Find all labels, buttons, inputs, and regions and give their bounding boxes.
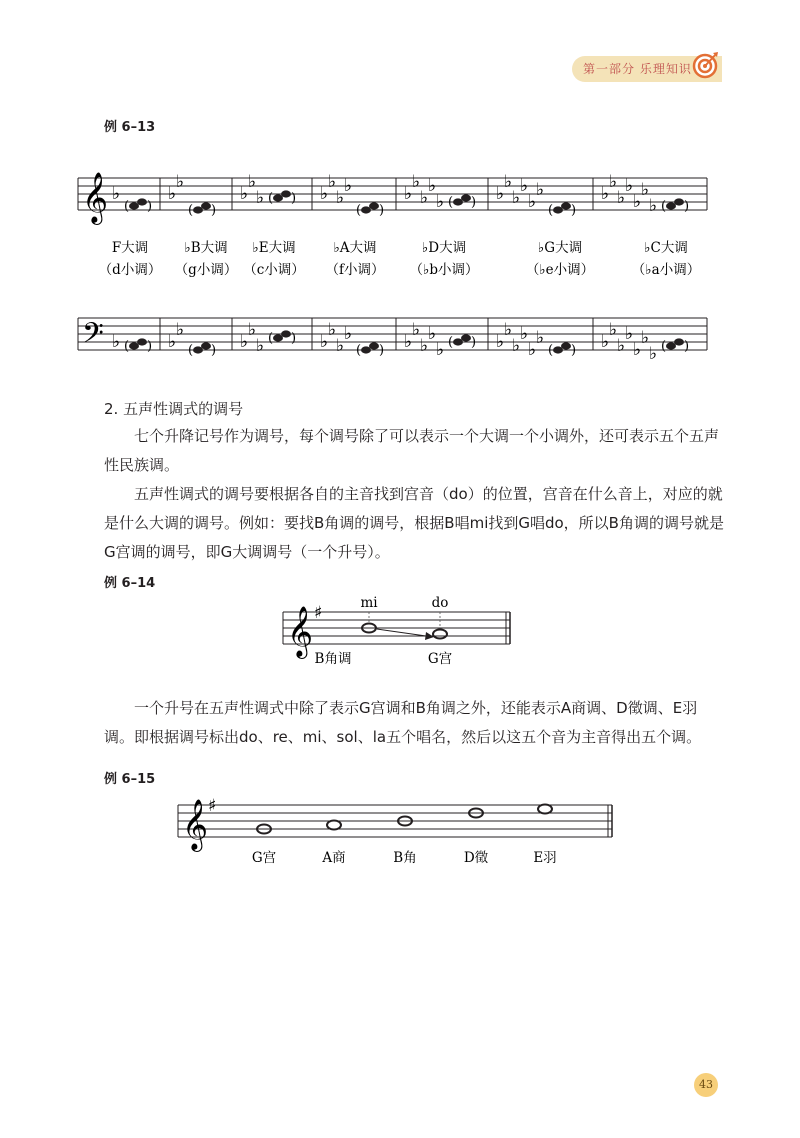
key-major-caption: ♭A大调	[333, 240, 377, 256]
flat-icon: ♭	[336, 336, 345, 356]
flat-icon: ♭	[617, 188, 626, 208]
flat-icon: ♭	[512, 188, 521, 208]
flat-icon: ♭	[504, 320, 513, 340]
paragraph-3: 一个升号在五声性调式中除了表示G宫调和B角调之外，还能表示A商调、D徵调、E羽调。即根据调号标出do、re、mi、sol、la五个唱名，然后以这五个音为主音得出五个调。	[104, 699, 702, 746]
flat-icon: ♭	[428, 176, 437, 196]
treble-clef-icon: 𝄞	[287, 606, 314, 657]
flat-icon: ♭	[240, 332, 249, 352]
flat-icon: ♭	[609, 320, 618, 340]
example-14-label: 例 6–14	[104, 576, 156, 591]
key-minor-caption: （♭e小调）	[525, 262, 595, 278]
paren-icon: )	[571, 343, 577, 358]
flat-icon: ♭	[336, 188, 345, 208]
flat-icon: ♭	[625, 176, 634, 196]
mode-caption: D徵	[463, 850, 489, 866]
flat-icon: ♭	[344, 176, 353, 196]
paren-icon: (	[356, 203, 362, 218]
flat-icon: ♭	[344, 324, 353, 344]
flat-icon: ♭	[601, 332, 610, 352]
mode-note	[327, 821, 341, 830]
syllable-mi: mi	[360, 595, 378, 611]
flat-icon: ♭	[320, 184, 329, 204]
key-major-caption: ♭C大调	[644, 240, 688, 256]
mode-note	[538, 805, 552, 814]
flat-icon: ♭	[168, 184, 177, 204]
flat-icon: ♭	[528, 340, 537, 360]
paren-icon: )	[684, 199, 690, 214]
paren-icon: (	[548, 343, 554, 358]
flat-icon: ♭	[520, 176, 529, 196]
flat-icon: ♭	[420, 336, 429, 356]
flat-icon: ♭	[176, 320, 185, 340]
flat-icon: ♭	[248, 172, 257, 192]
paren-icon: )	[147, 199, 153, 214]
paren-icon: (	[268, 331, 274, 346]
bass-clef-icon: 𝄢	[82, 317, 104, 357]
flat-icon: ♭	[641, 180, 650, 200]
flat-icon: ♭	[633, 192, 642, 212]
flat-icon: ♭	[428, 324, 437, 344]
section-title: 2. 五声性调式的调号	[104, 400, 244, 418]
flat-icon: ♭	[649, 196, 658, 216]
mode-caption: B角	[393, 850, 417, 866]
flat-icon: ♭	[328, 172, 337, 192]
staff-lines	[178, 805, 612, 837]
paren-icon: )	[147, 339, 153, 354]
flat-icon: ♭	[528, 192, 537, 212]
key-minor-caption: （g小调）	[174, 262, 238, 278]
key-major-caption: F大调	[111, 240, 149, 256]
flat-icon: ♭	[536, 180, 545, 200]
key-major-caption: ♭D大调	[421, 240, 467, 256]
key-minor-caption: （♭b小调）	[409, 262, 479, 278]
paren-icon: (	[188, 203, 194, 218]
caption-g-gong: G宫	[427, 651, 453, 667]
flat-icon: ♭	[617, 336, 626, 356]
paren-icon: )	[471, 335, 477, 350]
flat-icon: ♭	[112, 184, 121, 204]
flat-icon: ♭	[412, 320, 421, 340]
paren-icon: (	[448, 195, 454, 210]
key-minor-caption: （♭a小调）	[631, 262, 701, 278]
flat-icon: ♭	[520, 324, 529, 344]
paren-icon: (	[124, 199, 130, 214]
mode-caption: G宫	[251, 850, 277, 866]
key-major-caption: ♭E大调	[252, 240, 296, 256]
flat-icon: ♭	[609, 172, 618, 192]
treble-clef-icon: 𝄞	[82, 172, 109, 223]
flat-icon: ♭	[404, 184, 413, 204]
mode-notes	[252, 805, 557, 867]
caption-b-mode: B角调	[314, 651, 352, 667]
flat-icon: ♭	[625, 324, 634, 344]
flat-icon: ♭	[404, 332, 413, 352]
mode-caption: A商	[322, 850, 346, 866]
paragraph-2: 五声性调式的调号要根据各自的主音找到宫音（do）的位置，宫音在什么音上，对应的就是什么大调的调号。例如：要找B角调的调号，根据B唱mi找到G唱do，所以B角调的调号就是G宫调的调号，即G大调调号（一个升号）。	[104, 485, 724, 561]
paren-icon: )	[571, 203, 577, 218]
flat-icon: ♭	[412, 172, 421, 192]
flat-icon: ♭	[320, 332, 329, 352]
flat-icon: ♭	[240, 184, 249, 204]
flat-icon: ♭	[328, 320, 337, 340]
paren-icon: )	[471, 195, 477, 210]
key-minor-caption: （c小调）	[243, 262, 305, 278]
paragraph-1: 七个升降记号作为调号，每个调号除了可以表示一个大调一个小调外，还可表示五个五声性民族调。	[104, 427, 720, 474]
paren-icon: )	[211, 203, 217, 218]
flat-icon: ♭	[248, 320, 257, 340]
key-minor-caption: （d小调）	[98, 262, 162, 278]
flat-icon: ♭	[504, 172, 513, 192]
treble-clef-icon: 𝄞	[182, 799, 209, 850]
paren-icon: (	[188, 343, 194, 358]
flat-icon: ♭	[420, 188, 429, 208]
flat-icon: ♭	[112, 332, 121, 352]
paren-icon: )	[291, 331, 297, 346]
flat-icon: ♭	[436, 192, 445, 212]
flat-icon: ♭	[512, 336, 521, 356]
paren-icon: (	[661, 199, 667, 214]
section-label: 第一部分 乐理知识	[583, 62, 692, 76]
paren-icon: (	[268, 191, 274, 206]
flat-icon: ♭	[641, 328, 650, 348]
key-minor-caption: （f小调）	[325, 262, 385, 278]
key-major-caption: ♭B大调	[184, 240, 228, 256]
mode-caption: E羽	[533, 850, 557, 866]
paren-icon: (	[356, 343, 362, 358]
paren-icon: )	[211, 343, 217, 358]
paren-icon: )	[291, 191, 297, 206]
paren-icon: (	[661, 339, 667, 354]
flat-icon: ♭	[649, 344, 658, 364]
example-15-label: 例 6–15	[104, 772, 156, 787]
paren-icon: (	[448, 335, 454, 350]
sharp-icon: ♯	[208, 796, 217, 816]
paren-icon: (	[124, 339, 130, 354]
syllable-do: do	[431, 595, 449, 611]
paren-icon: )	[379, 343, 385, 358]
flat-icon: ♭	[633, 340, 642, 360]
paren-icon: (	[548, 203, 554, 218]
flat-icon: ♭	[256, 188, 265, 208]
flat-icon: ♭	[536, 328, 545, 348]
flat-icon: ♭	[601, 184, 610, 204]
page-number: 43	[694, 1073, 718, 1097]
paren-icon: )	[684, 339, 690, 354]
flat-icon: ♭	[496, 332, 505, 352]
paren-icon: )	[379, 203, 385, 218]
flat-icon: ♭	[496, 184, 505, 204]
flat-icon: ♭	[256, 336, 265, 356]
example-13-label: 例 6–13	[104, 120, 156, 135]
sharp-icon: ♯	[314, 603, 323, 623]
flat-icon: ♭	[436, 340, 445, 360]
flat-icon: ♭	[176, 172, 185, 192]
key-major-caption: ♭G大调	[537, 240, 583, 256]
flat-icon: ♭	[168, 332, 177, 352]
